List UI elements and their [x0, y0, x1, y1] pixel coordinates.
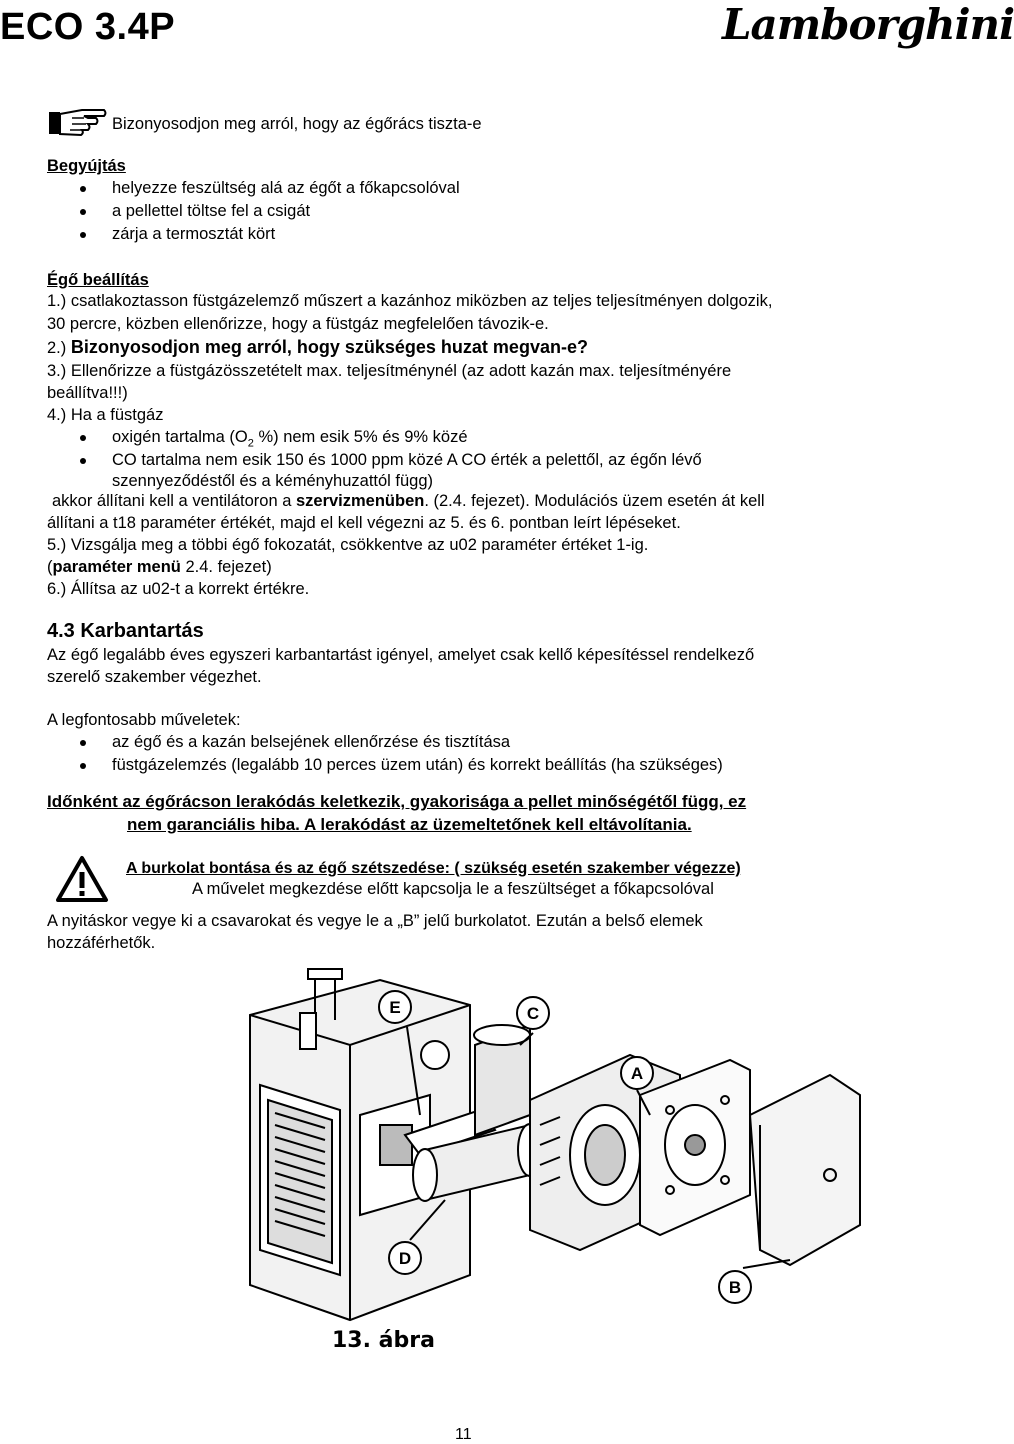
step5-bold: paraméter menü — [52, 558, 181, 576]
step4-intro: 4.) Ha a füstgáz — [47, 406, 164, 424]
maintenance-para-line1: Az égő legalább éves egyszeri karbantartást igényel, amelyet csak kellő képesítéssel rendelkező — [47, 646, 755, 664]
operations-intro: A legfontosabb műveletek: — [47, 711, 241, 729]
bullet — [80, 740, 86, 746]
step4-after-bold: szervizmenüben — [295, 492, 425, 510]
step2-line — [47, 337, 588, 359]
step4-bullet2-line1: CO tartalma nem esik 150 és 1000 ppm közé A CO érték a pelettől, az égőn lévő — [112, 451, 702, 469]
burner-setup-heading: Égő beállítás — [47, 271, 149, 289]
bullet — [80, 763, 86, 769]
step3-line1: 3.) Ellenőrizze a füstgázösszetételt max. teljesítménynél (az adott kazán max. teljesítményére — [47, 362, 732, 380]
step4-bullet1-b: %) nem esik 5% és 9% közé — [253, 428, 468, 446]
bullet — [80, 186, 86, 192]
operation-item: füstgázelemzés (legalább 10 perces üzem után) és korrekt beállítás (ha szükséges) — [112, 756, 723, 774]
step4-after-line1 — [52, 491, 765, 512]
bullet — [80, 232, 86, 238]
warning-line1: Időnként az égőrácson lerakódás keletkezik, gyakorisága a pellet minőségétől függ, ez — [47, 792, 747, 811]
step1-line2: 30 percre, közben ellenőrizze, hogy a füstgáz megfelelően távozik-e. — [47, 315, 549, 333]
page-number: 11 — [455, 1426, 472, 1443]
step5-rest: 2.4. fejezet) — [180, 558, 272, 576]
pointing-hand-icon — [48, 104, 108, 140]
step5-line2 — [47, 557, 272, 578]
step4-bullet1-sub: 2 — [247, 437, 254, 450]
disassembly-para-line1: A nyitáskor vegye ki a csavarokat és vegye le a „B” jelű burkolatot. Ezután a belső elemek — [47, 912, 703, 930]
disassembly-para-line2: hozzáférhetők. — [47, 934, 156, 952]
step4-after-a: akkor állítani kell a ventilátoron a — [52, 492, 296, 510]
figure-label-e: E — [389, 998, 401, 1017]
bullet — [80, 209, 86, 215]
warning-line2: nem garanciális hiba. A lerakódást az üzemeltetőnek kell eltávolítania. — [127, 815, 692, 834]
document-title: ECO 3.4P — [0, 6, 176, 48]
disassembly-title: A burkolat bontása és az égő szétszedése: ( szükség esetén szakember végezze) — [126, 860, 741, 877]
step4-after-b: . (2.4. fejezet). Modulációs üzem esetén át kell — [424, 492, 765, 510]
step3-line2: beállítva!!!) — [47, 384, 128, 402]
step2-number: 2.) — [47, 339, 67, 357]
step4-bullet2-line2: szennyeződéstől és a kéményhuzattól függ) — [112, 472, 434, 490]
step4-after-line2: állítani a t18 paraméter értékét, majd el kell végezni az 5. és 6. pontban leírt lépéseket. — [47, 514, 681, 532]
ignition-item: helyezze feszültség alá az égőt a főkapcsolóval — [112, 179, 460, 197]
figure-label-a: A — [630, 1064, 644, 1083]
step5-paren: ( — [47, 558, 53, 576]
warning-icon — [56, 856, 108, 902]
ignition-item: a pellettel töltse fel a csigát — [112, 202, 311, 220]
maintenance-para-line2: szerelő szakember végezhet. — [47, 668, 262, 686]
figure-label-b: B — [728, 1278, 742, 1297]
disassembly-subtitle: A művelet megkezdése előtt kapcsolja le a feszültséget a főkapcsolóval — [192, 880, 714, 898]
figure-caption: 13. ábra — [332, 1328, 435, 1353]
step5-line1: 5.) Vizsgálja meg a többi égő fokozatát, csökkentve az u02 paraméter értéket 1-ig. — [47, 536, 649, 554]
bullet — [80, 458, 86, 464]
operation-item: az égő és a kazán belsejének ellenőrzése és tisztítása — [112, 733, 511, 751]
figure-label-c: C — [526, 1004, 540, 1023]
step6: 6.) Állítsa az u02-t a korrekt értékre. — [47, 580, 310, 598]
note-text: Bizonyosodjon meg arról, hogy az égőrács tiszta-e — [112, 115, 482, 133]
bullet — [80, 435, 86, 441]
step1-line1: 1.) csatlakoztasson füstgázelemző műszert a kazánhoz miközben az teljes teljesítményen dolgozik, — [47, 292, 773, 310]
figure-label-d: D — [398, 1249, 412, 1268]
ignition-heading: Begyújtás — [47, 157, 126, 175]
burner-exploded-illustration — [230, 975, 880, 1410]
step2-text: Bizonyosodjon meg arról, hogy szükséges huzat megvan-e? — [70, 337, 588, 357]
maintenance-title: 4.3 Karbantartás — [47, 620, 204, 642]
brand-logo: Lamborghini — [722, 0, 1014, 49]
step4-bullet1-a: oxigén tartalma (O — [112, 428, 248, 446]
ignition-item: zárja a termosztát kört — [112, 225, 276, 243]
